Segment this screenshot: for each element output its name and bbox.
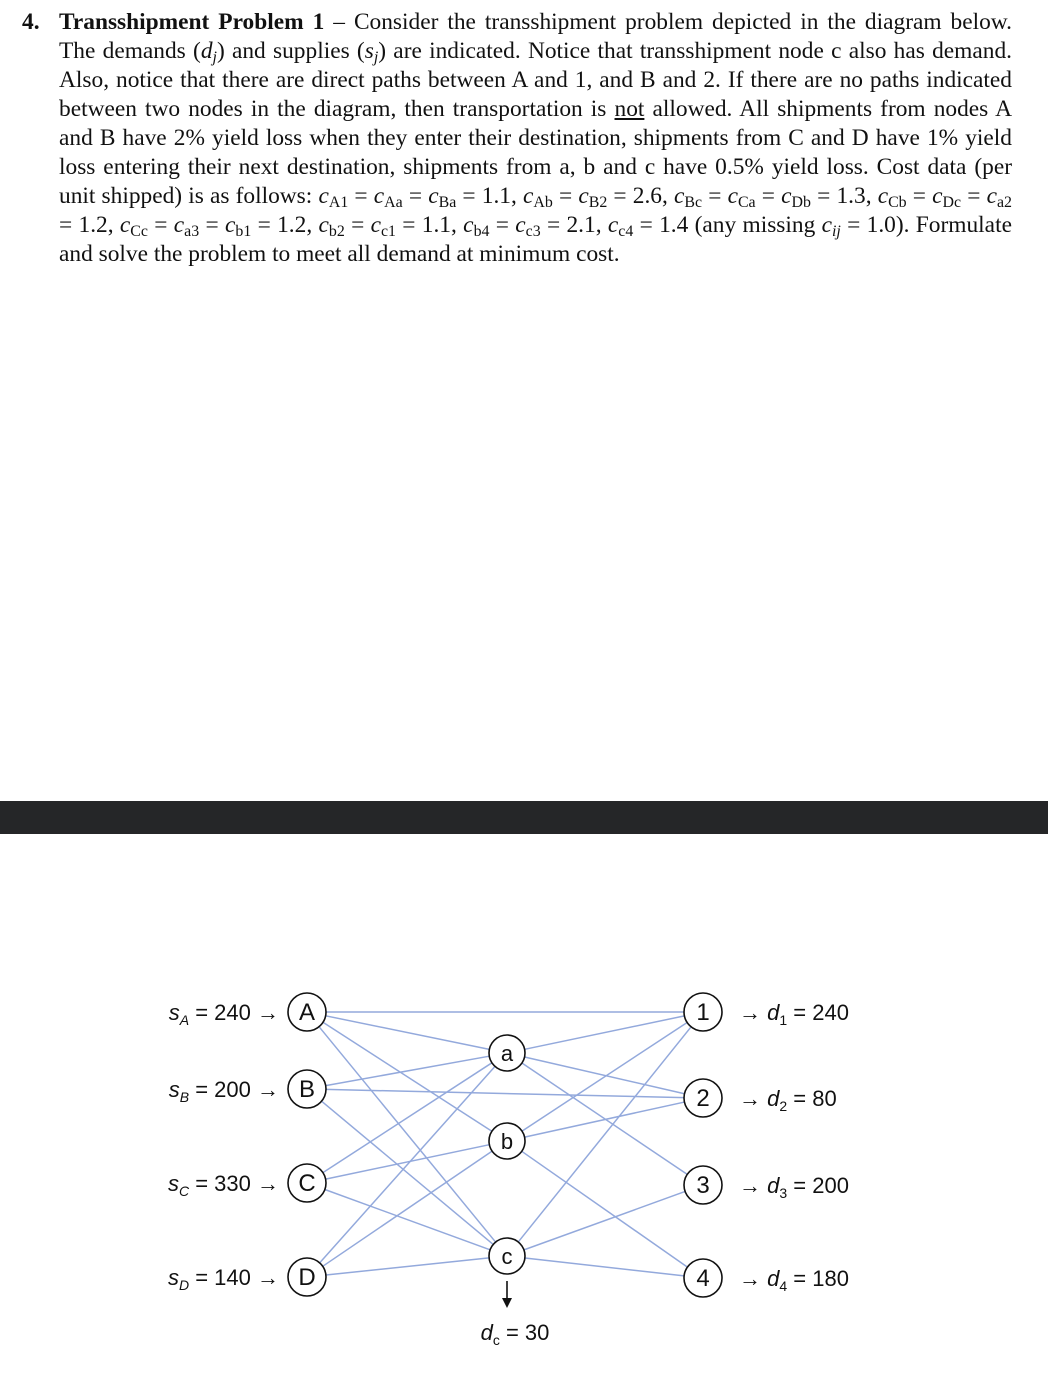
supply-label-B: $s_B = 200$ → xyxy=(168,1077,279,1105)
cost-group: $c_{Bc} = c_{Ca} = c_{Db} = 1.3$ xyxy=(674,183,866,211)
problem-statement xyxy=(22,8,1012,269)
edge-b-1 xyxy=(522,1022,687,1131)
cost-symbol: c xyxy=(373,183,385,209)
cost-subscript: c1 xyxy=(380,222,396,240)
cost-subscript: a3 xyxy=(184,222,200,240)
node-2-label: 2 xyxy=(696,1085,710,1112)
cost-symbol: c xyxy=(173,212,185,238)
demand-symbol: d xyxy=(200,38,213,64)
cost-group: $c_{A1} = c_{Aa} = c_{Ba} = 1.1$ xyxy=(318,183,511,211)
demand-label-3: → $d_3 = 200$ xyxy=(739,1173,849,1201)
cost-subscript: Cc xyxy=(130,222,148,240)
edge-B-2 xyxy=(326,1089,684,1097)
cost-subscript: Aa xyxy=(384,193,403,211)
cost-symbol: c xyxy=(523,183,534,209)
cost-data: $c_{A1} = c_{Aa} = c_{Ba} = 1.1$, $c_{Ab} = c_{B2} = 2.6$, $c_{Bc} = c_{Ca} = c_{Db} = 1.3$, $c_{Cb} = c_{Dc} = c_{a2} = 1.2$, $c_{Cc} = c_{a3} = c_{b1} = 1.2$, $c_{b2} = c_{c1} = 1.1$, $c_{b4} = c_{c3} = 2.1$, $c_{c4} = 1.4$ xyxy=(59,183,1012,240)
cost-symbol: c xyxy=(932,183,943,209)
edge-D-c xyxy=(326,1258,489,1275)
cost-subscript: b2 xyxy=(328,222,345,240)
cost-subscript: Bc xyxy=(684,193,703,211)
not-word: not xyxy=(614,96,645,122)
edge-B-c xyxy=(322,1101,494,1244)
node-c-label: c xyxy=(501,1244,513,1269)
missing-cost-symbol: c xyxy=(821,212,832,238)
cost-subscript: c3 xyxy=(525,222,541,240)
cost-group: $c_{b2} = c_{c1} = 1.1$ xyxy=(318,212,452,240)
problem-text-2: allowed. All shipments from nodes A and B have 2% yield loss when they enter their destination, shipments from C and D have 1% yield loss entering their next destination, shipments from a, b and c have 0.5% yield loss. Cost data (per unit shipped) is as follows: xyxy=(59,96,1012,209)
supply-label-A: $s_A = 240$ → xyxy=(168,1000,279,1028)
cost-value: 1.3 xyxy=(836,183,866,209)
problem-number: 4. xyxy=(22,9,40,35)
cost-subscript: Dc xyxy=(942,193,962,211)
node-B-label: B xyxy=(298,1076,316,1103)
problem-text-1c: ) are indicated. Notice that transshipment node c also has demand. Also, notice that there are direct paths between A and 1, and B and 2. If there are no paths indicated between two nodes in the diagram, then transportation is xyxy=(59,38,1012,122)
edge-b-4 xyxy=(522,1151,688,1267)
cost-symbol: c xyxy=(224,212,236,238)
node-C-label: C xyxy=(298,1170,316,1197)
supply-symbol-sub: j xyxy=(373,48,379,66)
cost-symbol: c xyxy=(515,212,526,238)
cost-group: $c_{b4} = c_{c3} = 2.1$ xyxy=(463,212,596,240)
cost-value: 1.4 xyxy=(659,212,689,238)
transshipment-network-diagram xyxy=(0,834,1048,1378)
cost-symbol: c xyxy=(727,183,738,209)
demand-label-1: → $d_1 = 240$ xyxy=(739,1000,849,1028)
supply-label-C: $s_C = 330$ → xyxy=(167,1171,279,1199)
cost-group: $c_{Ab} = c_{B2} = 2.6$ xyxy=(523,183,663,211)
problem-text-1b: ) and supplies ( xyxy=(216,38,365,64)
edge-C-c xyxy=(325,1190,490,1250)
cost-symbol: c xyxy=(428,183,439,209)
problem-text-1: Consider the transshipment problem depicted in the diagram below. The demands ( xyxy=(59,9,1013,64)
cost-value: 1.2 xyxy=(78,212,108,238)
cost-subscript: Cb xyxy=(888,193,907,211)
cost-symbol: c xyxy=(607,212,619,238)
edge-A-b xyxy=(323,1022,492,1131)
cost-subscript: A1 xyxy=(328,193,349,211)
network-nodes xyxy=(288,993,722,1297)
cost-value: 1.2 xyxy=(277,212,307,238)
node-a-label: a xyxy=(500,1041,514,1066)
cost-symbol: c xyxy=(986,183,997,209)
edge-D-b xyxy=(323,1151,492,1266)
edge-A-a xyxy=(326,1016,490,1050)
cost-symbol: c xyxy=(119,212,131,238)
c-demand-label: $d_c = 30$ xyxy=(480,1320,550,1348)
cost-value: 1.1 xyxy=(481,183,511,209)
missing-prefix: (any missing xyxy=(688,212,822,238)
edge-A-c xyxy=(319,1027,496,1242)
cost-subscript: Ca xyxy=(737,193,756,211)
problem-title: Transshipment Problem 1 xyxy=(59,9,325,35)
cost-value: 1.1 xyxy=(421,212,452,238)
edge-a-1 xyxy=(525,1016,685,1049)
cost-group: $c_{c4} = 1.4$ xyxy=(607,212,689,240)
cost-symbol: c xyxy=(318,212,329,238)
node-b-label: b xyxy=(500,1129,514,1154)
node-1-label: 1 xyxy=(696,999,710,1026)
cost-subscript: a2 xyxy=(996,193,1012,211)
demand-label-4: → $d_4 = 180$ xyxy=(739,1266,849,1294)
missing-suffix: = 1.0). Formulate and solve the problem to meet all demand at minimum cost. xyxy=(59,212,1012,267)
cost-symbol: c xyxy=(318,183,329,209)
cost-subscript: B2 xyxy=(588,193,608,211)
demand-symbol-sub: j xyxy=(212,48,217,66)
cost-subscript: Ab xyxy=(533,193,553,211)
cost-symbol: c xyxy=(781,183,792,209)
edge-c-4 xyxy=(525,1258,684,1276)
cost-symbol: c xyxy=(370,212,381,238)
edge-a-2 xyxy=(525,1057,685,1094)
problem-paragraph xyxy=(59,8,1012,269)
edge-C-a xyxy=(323,1063,492,1173)
c-demand-arrow-head xyxy=(502,1298,512,1308)
cost-group: $c_{Cb} = c_{Dc} = c_{a2} = 1.2$ xyxy=(59,183,1012,238)
cost-value: 2.1 xyxy=(566,212,596,238)
missing-cost-sub: ij xyxy=(831,222,841,240)
cost-symbol: c xyxy=(674,183,685,209)
edge-C-b xyxy=(326,1145,490,1179)
cost-symbol: c xyxy=(463,212,474,238)
cost-symbol: c xyxy=(578,183,589,209)
cost-subscript: b1 xyxy=(235,222,252,240)
cost-symbol: c xyxy=(877,183,889,209)
title-dash: – xyxy=(324,9,354,35)
node-A-label: A xyxy=(298,999,316,1026)
dark-divider-band xyxy=(0,801,1048,834)
cost-group: $c_{Cc} = c_{a3} = c_{b1} = 1.2$ xyxy=(119,212,307,240)
node-3-label: 3 xyxy=(696,1172,710,1199)
cost-subscript: Db xyxy=(791,193,811,211)
edge-D-a xyxy=(320,1066,495,1262)
cost-subscript: Ba xyxy=(438,193,457,211)
node-4-label: 4 xyxy=(696,1265,710,1292)
node-D-label: D xyxy=(298,1264,316,1291)
edge-a-3 xyxy=(522,1063,687,1174)
cost-subscript: b4 xyxy=(473,222,490,240)
cost-value: 2.6 xyxy=(632,183,663,209)
demand-label-2: → $d_2 = 80$ xyxy=(739,1086,837,1114)
edge-c-3 xyxy=(524,1191,685,1249)
edge-b-2 xyxy=(525,1102,685,1137)
supply-symbol: s xyxy=(364,38,374,64)
supply-label-D: $s_D = 140$ → xyxy=(167,1265,279,1293)
cost-subscript: c4 xyxy=(618,222,634,240)
